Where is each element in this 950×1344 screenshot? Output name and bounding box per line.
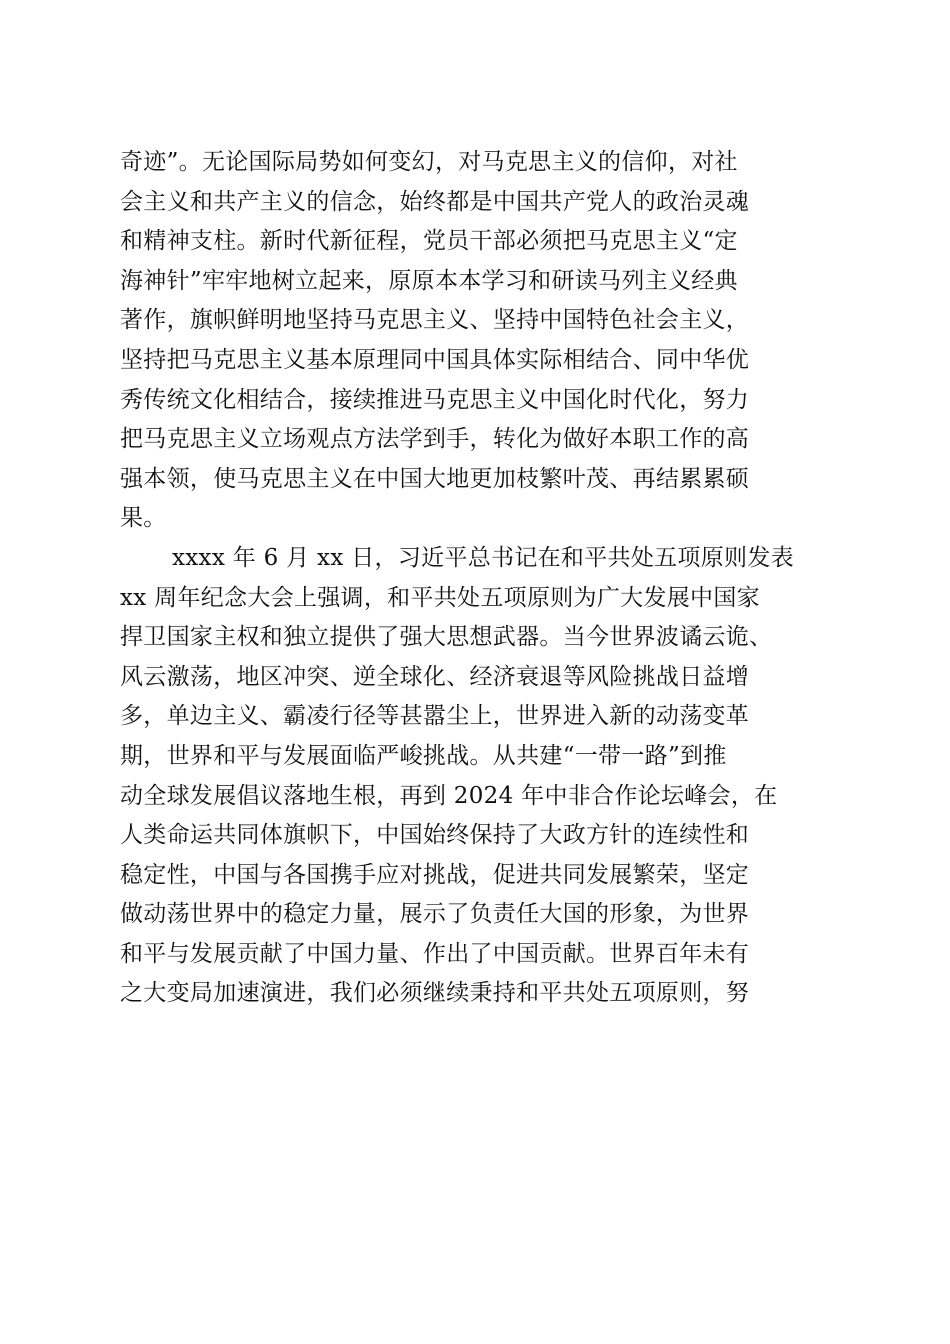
paragraph-line: xx 周年纪念大会上强调，和平共处五项原则为广大发展中国家 — [120, 584, 760, 611]
paragraph-line: 风云激荡，地区冲突、逆全球化、经济衰退等风险挑战日益增 — [120, 663, 750, 690]
paragraph-line: 奇迹”。无论国际局势如何变幻，对马克思主义的信仰，对社 — [120, 149, 738, 175]
paragraph-line: 人类命运共同体旗帜下，中国始终保持了大政方针的连续性和 — [120, 822, 750, 849]
paragraph-line: 秀传统文化相结合，接续推进马克思主义中国化时代化，努力 — [120, 386, 750, 413]
paragraph-line: 和精神支柱。新时代新征程，党员干部必须把马克思主义“定 — [120, 228, 738, 255]
paragraph-1 — [120, 143, 840, 539]
paragraph-line: 做动荡世界中的稳定力量，展示了负责任大国的形象，为世界 — [120, 901, 750, 928]
paragraph-line: 把马克思主义立场观点方法学到手，转化为做好本职工作的高 — [120, 426, 750, 453]
paragraph-line: 之大变局加速演进，我们必须继续秉持和平共处五项原则，努 — [120, 980, 750, 1007]
paragraph-line: 多，单边主义、霸凌行径等甚嚣尘上，世界进入新的动荡变革 — [120, 703, 750, 730]
paragraph-line: 强本领，使马克思主义在中国大地更加枝繁叶茂、再结累累硕 — [120, 465, 750, 492]
paragraph-line: 和平与发展贡献了中国力量、作出了中国贡献。世界百年未有 — [120, 940, 750, 967]
paragraph-line: 期，世界和平与发展面临严峻挑战。从共建“一带一路”到推 — [120, 742, 727, 769]
paragraph-line: 捍卫国家主权和独立提供了强大思想武器。当今世界波谲云诡、 — [120, 624, 773, 651]
paragraph-2 — [120, 539, 840, 1014]
document-body — [120, 143, 840, 1014]
paragraph-line: 著作，旗帜鲜明地坚持马克思主义、坚持中国特色社会主义， — [120, 307, 750, 334]
paragraph-line: 动全球发展倡议落地生根，再到 2024 年中非合作论坛峰会，在 — [120, 782, 778, 809]
paragraph-line: 海神针”牢牢地树立起来，原原本本学习和研读马列主义经典 — [120, 267, 738, 294]
paragraph-line: xxxx 年 6 月 xx 日，习近平总书记在和平共处五项原则发表 — [172, 544, 794, 571]
paragraph-line: 会主义和共产主义的信念，始终都是中国共产党人的政治灵魂 — [120, 188, 750, 215]
paragraph-line: 坚持把马克思主义基本原理同中国具体实际相结合、同中华优 — [120, 346, 750, 373]
paragraph-line: 稳定性，中国与各国携手应对挑战，促进共同发展繁荣，坚定 — [120, 861, 750, 888]
paragraph-line: 果。 — [120, 505, 167, 532]
